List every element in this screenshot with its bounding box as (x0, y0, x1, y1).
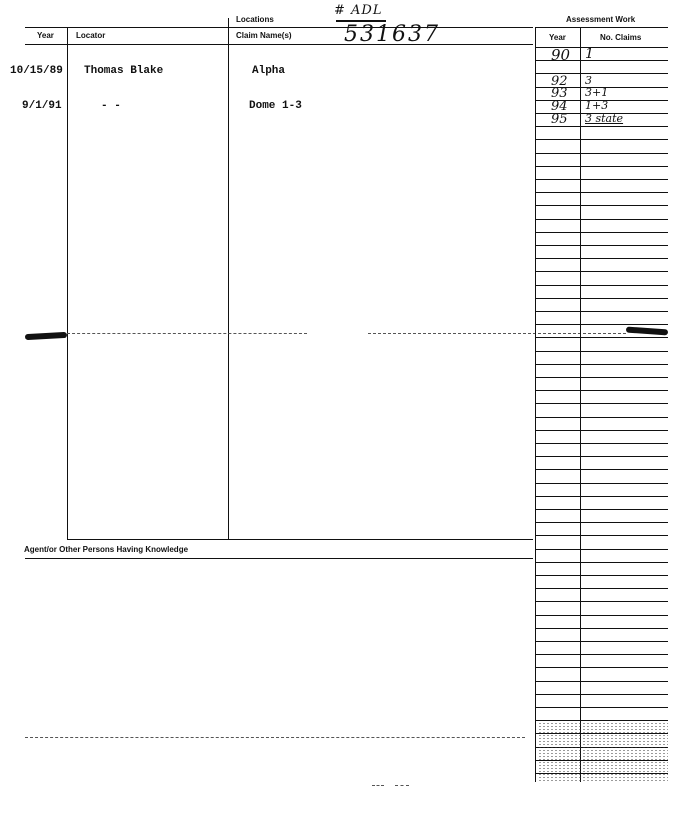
aw-grid-row (535, 654, 668, 655)
record-locator: Thomas Blake (84, 65, 164, 77)
aw-grid-row (535, 628, 668, 629)
aw-grid-row (535, 219, 668, 220)
aw-grid-row (535, 285, 668, 286)
assessment-work-grid (535, 47, 668, 782)
aw-grid-row (535, 351, 668, 352)
aw-grid-row (535, 549, 668, 550)
form-top-rule (25, 27, 533, 28)
aw-year-column-header: Year (549, 33, 566, 42)
aw-grid-row (535, 139, 668, 140)
assessment-claims: 1 (585, 46, 594, 62)
claim-names-column-header: Claim Name(s) (236, 31, 292, 40)
records-bottom-rule (67, 539, 533, 540)
aw-grid-row (535, 271, 668, 272)
aw-grid-row (535, 403, 668, 404)
scan-noise (538, 722, 668, 782)
stray-mark (395, 785, 409, 786)
claim-column-divider (228, 18, 229, 539)
aw-grid-row (535, 417, 668, 418)
assessment-year: 93 (551, 86, 568, 101)
aw-grid-row (535, 364, 668, 365)
locator-column-header: Locator (76, 31, 106, 40)
aw-grid-row (535, 324, 668, 325)
aw-grid-row (535, 615, 668, 616)
aw-grid-row (535, 166, 668, 167)
aw-grid-row (535, 601, 668, 602)
handwritten-record-number: 531637 (344, 22, 440, 47)
aw-grid-row (535, 522, 668, 523)
aw-grid-row (535, 694, 668, 695)
aw-grid-row (535, 562, 668, 563)
fold-line (25, 737, 525, 738)
record-year: 10/15/89 (10, 65, 63, 77)
record-year: 9/1/91 (22, 100, 62, 112)
locations-header: Locations (236, 15, 274, 24)
aw-grid-row (535, 575, 668, 576)
assessment-year: 92 (551, 74, 568, 89)
aw-grid-row (535, 390, 668, 391)
fold-line (67, 333, 307, 334)
aw-grid-row (535, 258, 668, 259)
aw-grid-row (535, 667, 668, 668)
assessment-year: 94 (551, 99, 568, 114)
aw-grid-row (535, 443, 668, 444)
aw-no-claims-column-header: No. Claims (600, 33, 642, 42)
aw-grid-row (535, 456, 668, 457)
assessment-claims: 1+3 (585, 99, 609, 112)
assessment-year: 90 (551, 46, 571, 64)
aw-grid-row (535, 192, 668, 193)
record-claim-name: Alpha (252, 65, 286, 77)
aw-grid-row (535, 377, 668, 378)
agent-header-rule (25, 558, 533, 559)
aw-grid-row (535, 232, 668, 233)
aw-top-rule (535, 27, 668, 28)
assessment-year: 95 (551, 112, 568, 127)
aw-grid-row (535, 496, 668, 497)
aw-grid-row (535, 483, 668, 484)
form-header-rule (25, 44, 533, 45)
fold-mark-left (25, 332, 67, 340)
aw-grid-row (535, 681, 668, 682)
stray-mark (372, 785, 384, 786)
aw-grid-row (535, 588, 668, 589)
handwritten-signature: # ADL (334, 3, 383, 18)
aw-grid-row (535, 469, 668, 470)
agent-section-label: Agent/or Other Persons Having Knowledge (24, 545, 189, 554)
assessment-claims: 3 (585, 74, 592, 87)
aw-grid-row (535, 298, 668, 299)
record-claim-name: Dome 1-3 (249, 100, 302, 112)
aw-grid-row (535, 179, 668, 180)
aw-grid-row (535, 720, 668, 721)
year-column-header: Year (37, 31, 54, 40)
aw-grid-row (535, 245, 668, 246)
aw-grid-row (535, 205, 668, 206)
assessment-claims: 3 state (585, 112, 624, 125)
aw-grid-row (535, 430, 668, 431)
record-locator: - - (101, 100, 121, 112)
aw-grid-row (535, 535, 668, 536)
aw-grid-row (535, 153, 668, 154)
locator-column-divider (67, 27, 68, 539)
assessment-claims: 3+1 (585, 86, 609, 99)
aw-grid-row (535, 311, 668, 312)
aw-grid-row (535, 509, 668, 510)
aw-grid-row (535, 707, 668, 708)
aw-grid-row (535, 641, 668, 642)
aw-grid-row (535, 337, 668, 338)
assessment-work-header: Assessment Work (566, 15, 636, 24)
